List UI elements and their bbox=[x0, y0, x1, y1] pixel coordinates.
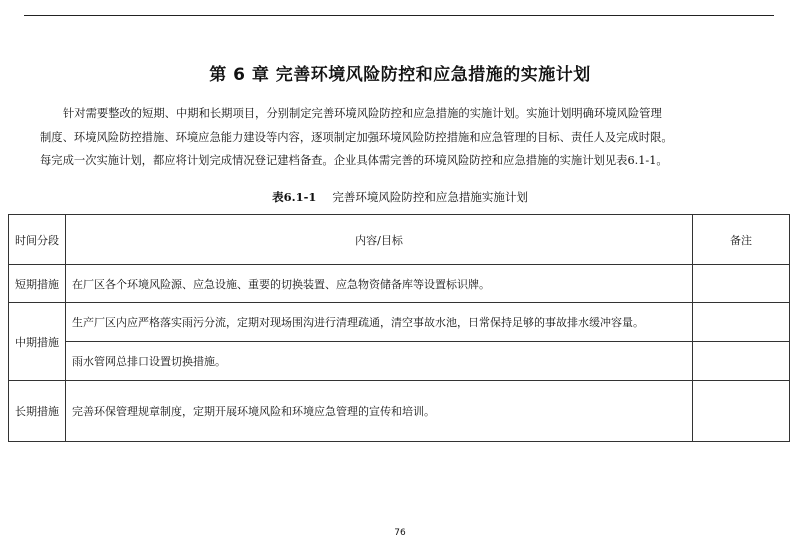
header-note: 备注 bbox=[693, 215, 790, 265]
note-cell bbox=[693, 381, 790, 442]
table-row bbox=[9, 342, 790, 381]
note-cell bbox=[693, 303, 790, 342]
period-cell: 中期措施 bbox=[9, 303, 66, 381]
note-cell bbox=[693, 265, 790, 303]
table-row bbox=[9, 381, 790, 442]
table-title: 完善环境风险防控和应急措施实施计划 bbox=[332, 190, 528, 204]
intro-line-1: 针对需要整改的短期、中期和长期项目，分别制定完善环境风险防控和应急措施的实施计划。实施计划明确环境风险管理 bbox=[63, 107, 662, 120]
content-cell: 完善环保管理规章制度，定期开展环境风险和环境应急管理的宣传和培训。 bbox=[66, 381, 693, 442]
table-caption bbox=[0, 189, 800, 205]
content-cell: 雨水管网总排口设置切换措施。 bbox=[66, 342, 693, 381]
header-content: 内容/目标 bbox=[66, 215, 693, 265]
content-cell: 在厂区各个环境风险源、应急设施、重要的切换装置、应急物资储备库等设置标识牌。 bbox=[66, 265, 693, 303]
table-header-row bbox=[9, 215, 790, 265]
table-row bbox=[9, 265, 790, 303]
intro-line-3: 每完成一次实施计划，都应将计划完成情况登记建档备查。企业具体需完善的环境风险防控和应急措施的实施计划见表6.1-1。 bbox=[40, 154, 668, 167]
note-cell bbox=[693, 342, 790, 381]
implementation-plan-table bbox=[8, 214, 790, 442]
intro-paragraph bbox=[40, 102, 775, 173]
page-number: 76 bbox=[394, 528, 406, 538]
header-rule bbox=[24, 15, 774, 16]
intro-line-2: 制度、环境风险防控措施、环境应急能力建设等内容，逐项制定加强环境风险防控措施和应急管理的目标、责任人及完成时限。 bbox=[40, 130, 673, 144]
period-cell: 长期措施 bbox=[9, 381, 66, 442]
period-cell: 短期措施 bbox=[9, 265, 66, 303]
chapter-title: 第 6 章 完善环境风险防控和应急措施的实施计划 bbox=[209, 65, 591, 85]
header-time-period: 时间分段 bbox=[9, 215, 66, 265]
content-cell: 生产厂区内应严格落实雨污分流，定期对现场围沟进行清理疏通，清空事故水池，日常保持足够的事故排水缓冲容量。 bbox=[66, 303, 693, 342]
table-row bbox=[9, 303, 790, 342]
table-number: 表6.1-1 bbox=[272, 190, 317, 204]
